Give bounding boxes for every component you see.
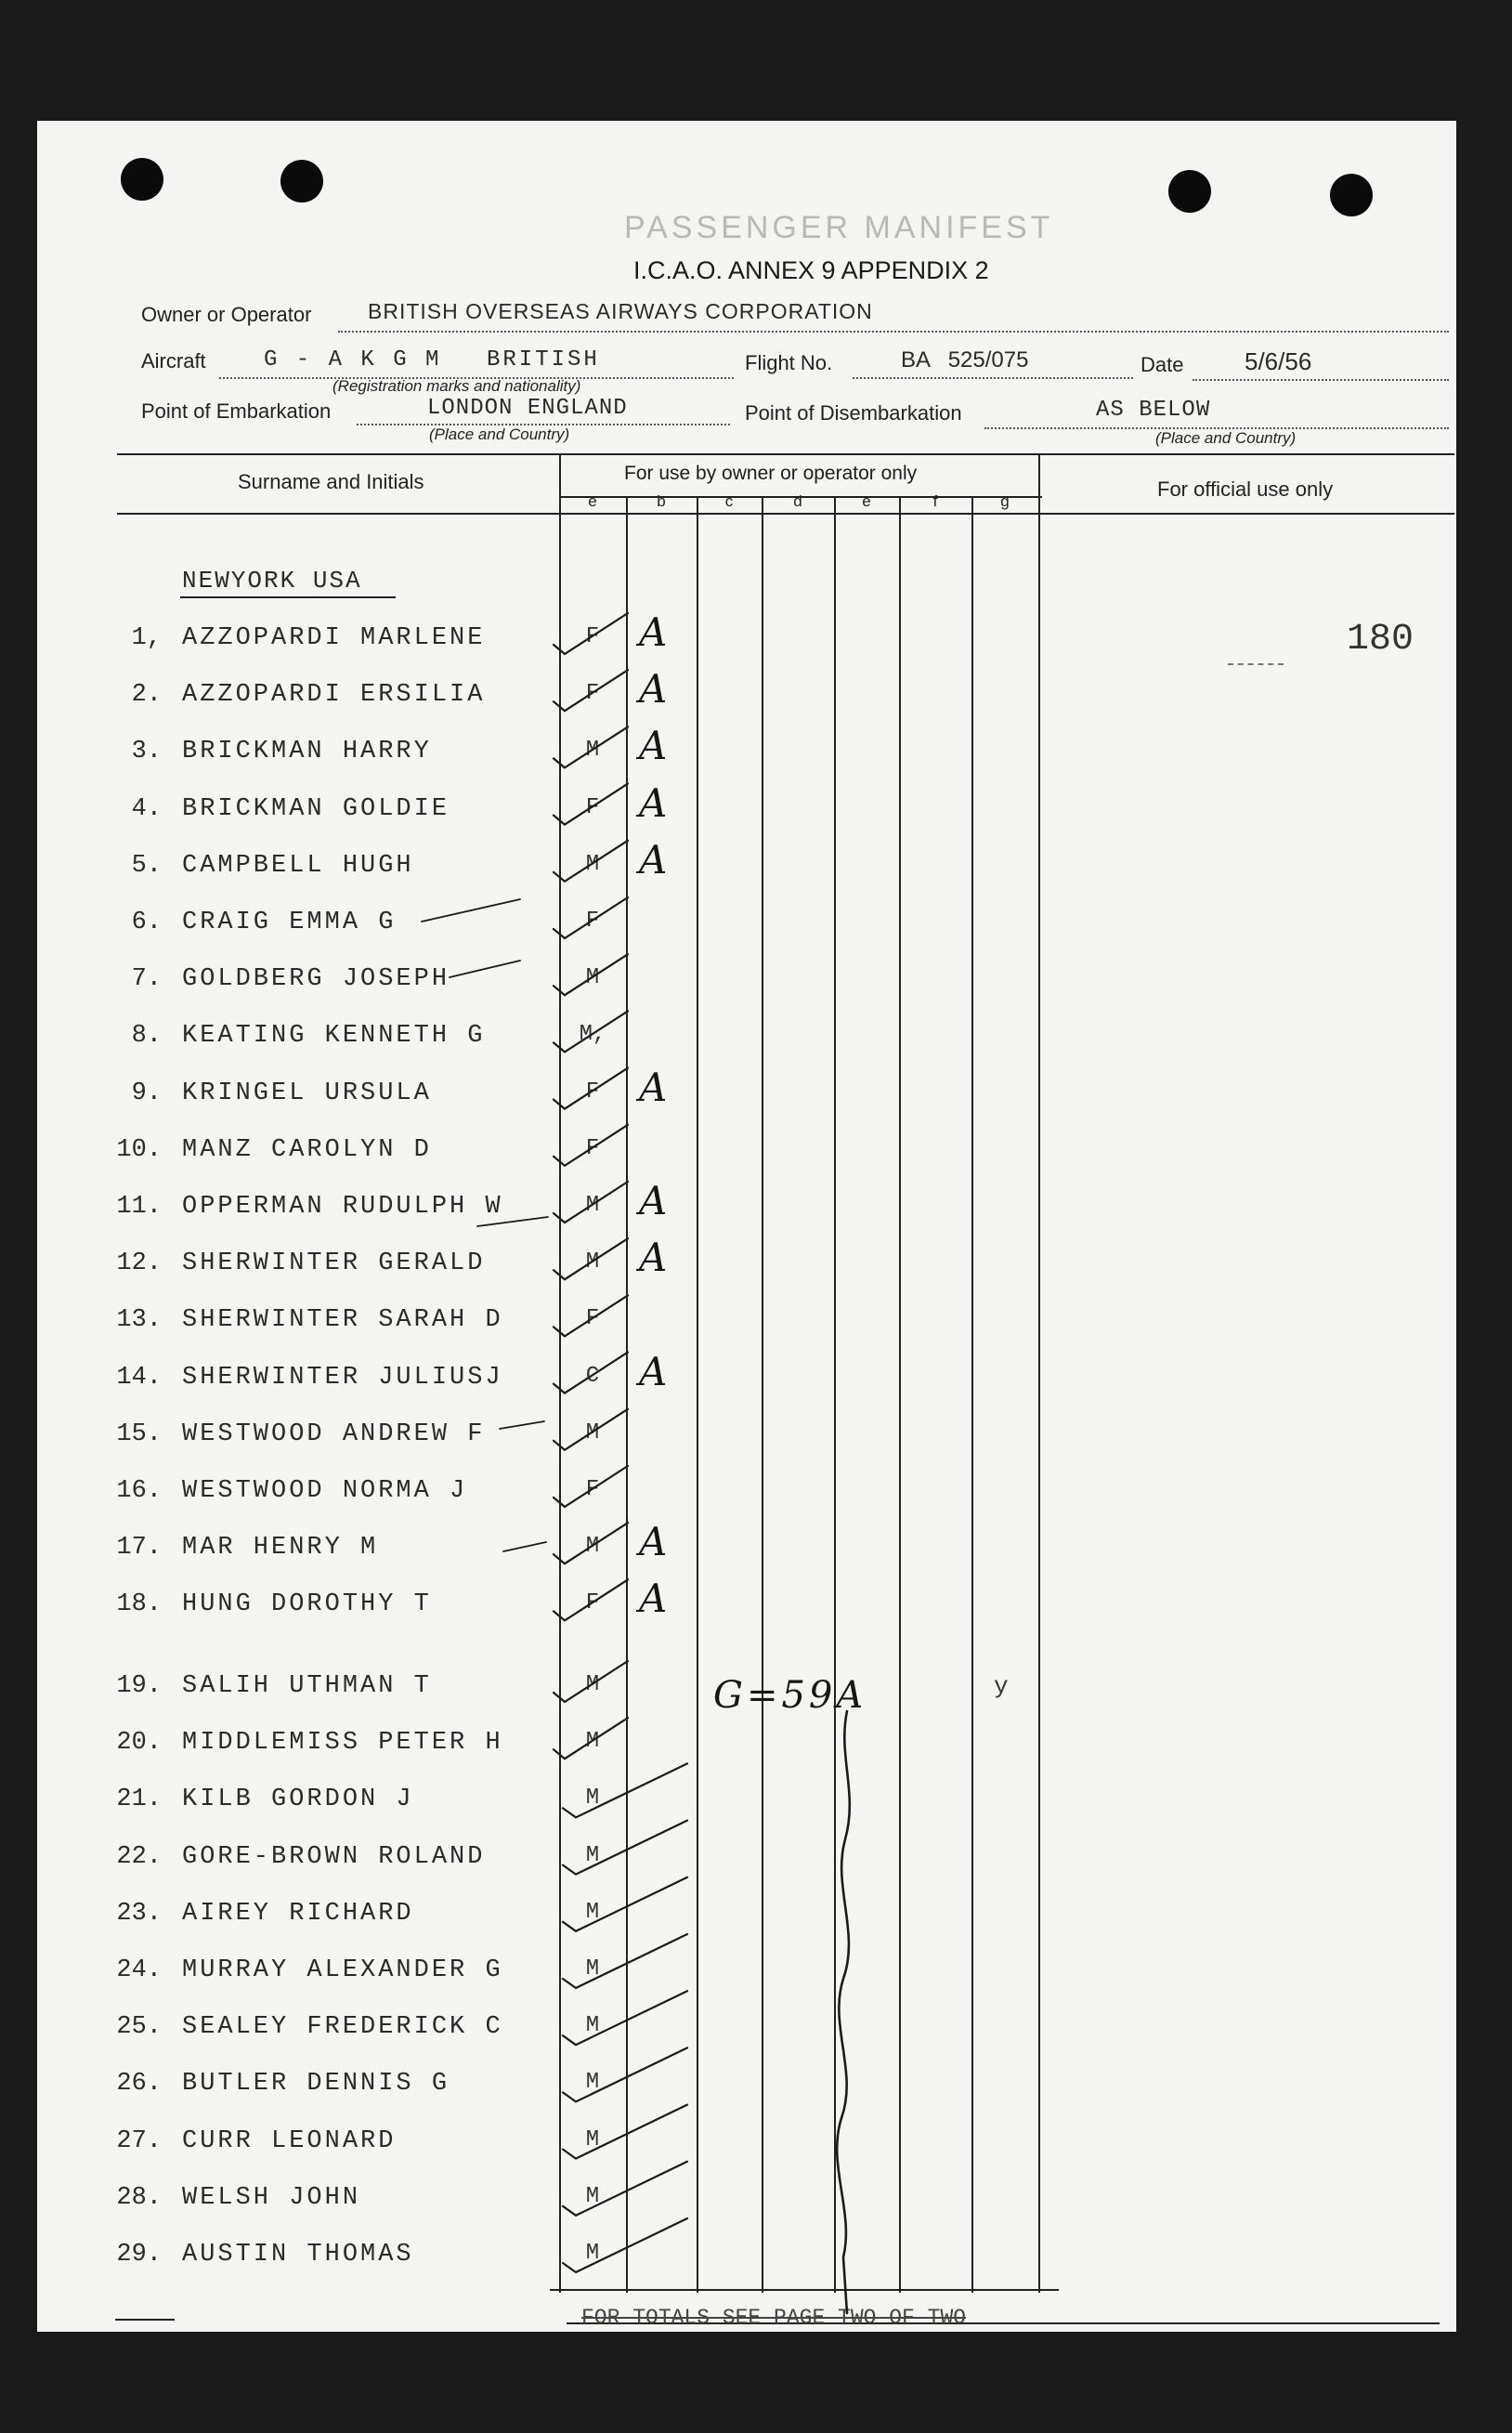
passenger-sex: M	[585, 965, 600, 991]
passenger-name: MURRAY ALEXANDER G	[182, 1956, 503, 1984]
passenger-sex: F	[585, 1590, 600, 1616]
pen-stroke	[563, 1763, 687, 1817]
passenger-sex: M	[585, 2013, 600, 2039]
passenger-sex: F	[585, 1306, 600, 1332]
passenger-name: AZZOPARDI MARLENE	[182, 624, 486, 652]
passenger-sex: M	[585, 1842, 600, 1868]
passenger-sex: M	[585, 1193, 600, 1218]
passenger-name: MAR HENRY M	[182, 1534, 379, 1563]
date-label: Date	[1141, 353, 1184, 376]
row-number: 6.	[131, 909, 162, 936]
disembark-label: Point of Disembarkation	[745, 401, 962, 425]
sub-column-header: c	[724, 492, 734, 510]
passenger-name: BRICKMAN HARRY	[182, 738, 432, 766]
pen-stroke	[563, 1877, 687, 1931]
date-value: 5/6/56	[1245, 347, 1312, 375]
stamp-mark: A	[639, 1576, 668, 1622]
passenger-name: AIREY RICHARD	[182, 1899, 414, 1928]
passenger-sex: F	[585, 624, 600, 649]
pen-marks	[37, 121, 1456, 2332]
col-surname-header: Surname and Initials	[238, 470, 424, 493]
official-count: 180	[1347, 619, 1414, 661]
passenger-sex: F	[585, 909, 600, 934]
stamp-mark: A	[639, 1519, 668, 1565]
passenger-name: WESTWOOD ANDREW F	[182, 1419, 486, 1448]
passenger-name: OPPERMAN RUDULPH W	[182, 1193, 503, 1221]
manifest-sheet	[37, 121, 1456, 2332]
passenger-name: WESTWOOD NORMA J	[182, 1477, 468, 1505]
stamp-mark: A	[639, 1064, 668, 1110]
pen-stroke	[554, 1466, 628, 1507]
owner-label: Owner or Operator	[141, 303, 312, 326]
aircraft-value: G - A K G M	[264, 347, 442, 373]
pen-stroke	[554, 1295, 628, 1336]
row-number: 28.	[116, 2183, 162, 2212]
pen-stroke	[503, 1542, 546, 1551]
row-number: 24.	[116, 1956, 162, 1984]
row-number: 16.	[116, 1477, 162, 1505]
passenger-sex: M	[585, 1786, 600, 1812]
pen-stroke	[554, 1068, 628, 1109]
passenger-sex: M	[585, 1729, 600, 1755]
pen-stroke	[563, 2047, 687, 2101]
disembark-value: AS BELOW	[1096, 398, 1211, 423]
row-number: 27.	[116, 2126, 162, 2155]
stamp-mark: A	[639, 779, 668, 826]
row-number: 3.	[131, 738, 162, 766]
row-number: 26.	[116, 2070, 162, 2099]
row-number: 2.	[131, 681, 162, 710]
pen-stroke	[563, 2218, 687, 2272]
section-heading: NEWYORK USA	[182, 567, 362, 595]
pen-stroke	[422, 899, 520, 922]
row-number: 22.	[116, 1842, 162, 1871]
row-number: 18.	[116, 1590, 162, 1619]
passenger-name: KILB GORDON J	[182, 1786, 414, 1814]
passenger-sex: M	[585, 2070, 600, 2096]
row-number: 15.	[116, 1419, 162, 1448]
pen-stroke	[563, 2162, 687, 2216]
pen-stroke	[554, 1661, 628, 1702]
row-number: 11.	[116, 1193, 162, 1221]
sub-column-header: e	[862, 492, 871, 510]
passenger-sex: F	[585, 1477, 600, 1502]
row-number: 9.	[131, 1079, 162, 1107]
pen-stroke	[554, 1409, 628, 1450]
pen-stroke	[563, 1821, 687, 1875]
column-g-mark: y	[994, 1672, 1009, 1700]
pen-stroke	[554, 1238, 628, 1279]
passenger-name: CRAIG EMMA G	[182, 909, 397, 936]
stamp-mark: A	[639, 836, 668, 883]
passenger-name: SHERWINTER JULIUSJ	[182, 1363, 503, 1392]
faded-title: PASSENGER MANIFEST	[624, 210, 1054, 245]
passenger-name: KEATING KENNETH G	[182, 1022, 486, 1051]
row-number: 25.	[116, 2013, 162, 2042]
passenger-sex: M	[585, 1956, 600, 1982]
passenger-sex: F	[585, 681, 600, 707]
row-number: 19.	[116, 1672, 162, 1700]
pen-stroke	[554, 1182, 628, 1223]
pen-stroke	[554, 1125, 628, 1166]
pen-stroke	[554, 1011, 628, 1052]
passenger-name: SEALEY FREDERICK C	[182, 2013, 503, 2042]
passenger-sex: M	[585, 1534, 600, 1560]
pen-stroke	[500, 1421, 544, 1429]
passenger-name: SHERWINTER SARAH D	[182, 1306, 503, 1335]
pen-stroke	[554, 1579, 628, 1620]
pen-stroke	[554, 726, 628, 767]
col-official-header: For official use only	[1157, 477, 1334, 501]
embark-value: LONDON ENGLAND	[427, 396, 628, 421]
passenger-sex: M	[585, 2126, 600, 2152]
row-number: 21.	[116, 1786, 162, 1814]
passenger-name: CAMPBELL HUGH	[182, 851, 414, 880]
stamp-mark: A	[639, 609, 668, 655]
passenger-name: SALIH UTHMAN T	[182, 1672, 432, 1700]
disembark-note: (Place and Country)	[1155, 429, 1297, 447]
row-number: 23.	[116, 1899, 162, 1928]
row-number: 13.	[116, 1306, 162, 1335]
row-number: 7.	[131, 965, 162, 994]
sub-column-header: g	[1000, 492, 1010, 510]
sub-column-header: f	[932, 492, 938, 510]
pen-stroke	[554, 841, 628, 882]
row-number: 17.	[116, 1534, 162, 1563]
passenger-name: MANZ CAROLYN D	[182, 1135, 432, 1164]
sub-column-header: b	[657, 492, 666, 510]
pen-stroke	[554, 897, 628, 938]
aircraft-label: Aircraft	[141, 349, 206, 373]
passenger-sex: F	[585, 1135, 600, 1161]
pen-stroke	[554, 1523, 628, 1563]
passenger-name: MIDDLEMISS PETER H	[182, 1729, 503, 1758]
passenger-name: SHERWINTER GERALD	[182, 1249, 486, 1278]
flight-value: BA 525/075	[901, 347, 1029, 373]
passenger-sex: M	[585, 851, 600, 877]
stamp-mark: A	[639, 666, 668, 713]
flight-label: Flight No.	[745, 351, 833, 374]
aircraft-note: (Registration marks and nationality)	[332, 377, 581, 395]
pen-stroke	[554, 613, 628, 654]
passenger-name: CURR LEONARD	[182, 2126, 397, 2155]
row-number: 20.	[116, 1729, 162, 1758]
pen-stroke	[554, 954, 628, 995]
pen-stroke	[450, 961, 520, 977]
row-number: 12.	[116, 1249, 162, 1278]
stamp-mark: A	[639, 1235, 668, 1281]
row-number: 1,	[131, 624, 162, 652]
row-number: 8.	[131, 1022, 162, 1051]
owner-value: BRITISH OVERSEAS AIRWAYS CORPORATION	[368, 299, 873, 323]
passenger-name: GOLDBERG JOSEPH	[182, 965, 450, 994]
pen-stroke	[477, 1217, 548, 1226]
pen-stroke	[554, 784, 628, 825]
pen-stroke	[554, 1353, 628, 1393]
embark-note: (Place and Country)	[429, 425, 570, 443]
row-number: 5.	[131, 851, 162, 880]
pen-stroke	[563, 2105, 687, 2159]
passenger-sex: F	[585, 1079, 600, 1105]
row-number: 14.	[116, 1363, 162, 1392]
passenger-name: AZZOPARDI ERSILIA	[182, 681, 486, 710]
footer-note: FOR TOTALS SEE PAGE TWO OF TWO	[581, 2306, 967, 2330]
stamp-mark: A	[639, 1178, 668, 1223]
passenger-name: KRINGEL URSULA	[182, 1079, 432, 1107]
stamp-mark: A	[639, 723, 668, 769]
pen-stroke	[837, 1711, 850, 2313]
passenger-sex: M	[585, 2183, 600, 2209]
passenger-sex: M,	[579, 1022, 606, 1048]
passenger-sex: M	[585, 1672, 600, 1697]
pen-stroke	[554, 1718, 628, 1759]
passenger-name: GORE-BROWN ROLAND	[182, 1842, 486, 1871]
stamp-mark: A	[639, 1348, 668, 1394]
page-title: I.C.A.O. ANNEX 9 APPENDIX 2	[633, 256, 989, 284]
passenger-sex: M	[585, 1419, 600, 1445]
passenger-name: BUTLER DENNIS G	[182, 2070, 450, 2099]
sub-column-header: d	[793, 492, 802, 510]
passenger-sex: M	[585, 1899, 600, 1925]
pen-stroke	[563, 1991, 687, 2045]
passenger-name: AUSTIN THOMAS	[182, 2241, 414, 2269]
passenger-sex: C	[585, 1363, 600, 1389]
passenger-name: BRICKMAN GOLDIE	[182, 794, 450, 823]
row-number: 29.	[116, 2241, 162, 2269]
pen-stroke	[554, 670, 628, 711]
passenger-sex: M	[585, 738, 600, 764]
col-owner-header: For use by owner or operator only	[624, 463, 918, 484]
pen-stroke	[563, 1934, 687, 1988]
row-number: 4.	[131, 794, 162, 823]
sub-column-header: e	[588, 492, 597, 510]
handwritten-note: G=59A	[713, 1674, 867, 1717]
passenger-name: WELSH JOHN	[182, 2183, 361, 2212]
row-number: 10.	[116, 1135, 162, 1164]
passenger-sex: M	[585, 2241, 600, 2266]
passenger-sex: M	[585, 1249, 600, 1275]
nationality-value: BRITISH	[487, 347, 600, 373]
passenger-name: HUNG DOROTHY T	[182, 1590, 432, 1619]
passenger-sex: F	[585, 794, 600, 820]
embark-label: Point of Embarkation	[141, 399, 332, 423]
